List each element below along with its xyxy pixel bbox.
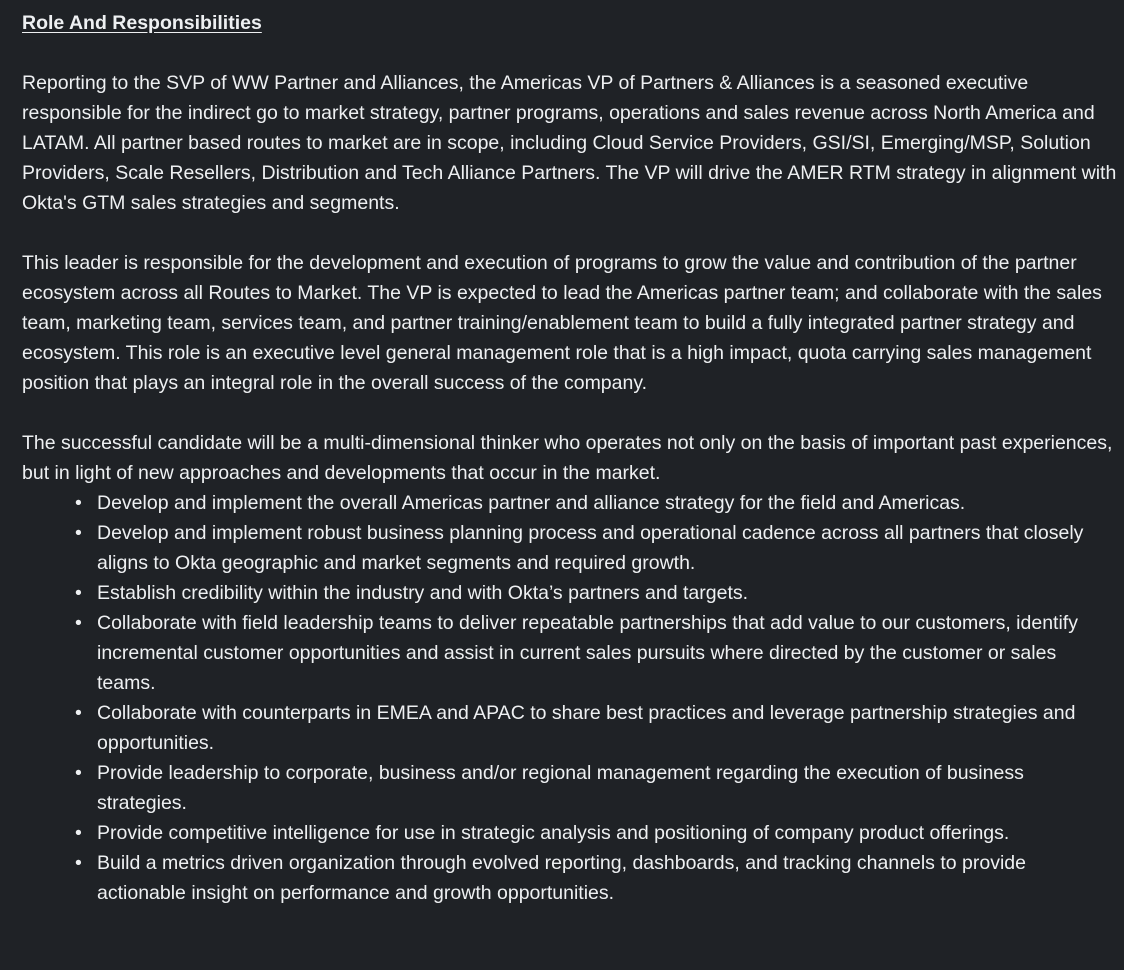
paragraph-reporting: Reporting to the SVP of WW Partner and Alliances, the Americas VP of Partners & Alliances is a seasoned executive responsible for the indirect go to market strategy, partner programs, operations and sales revenue across North America and LATAM. All partner based routes to market are in scope, including Cloud Service Providers, GSI/SI, Emerging/MSP, Solution Providers, Scale Resellers, Distribution and Tech Alliance Partners. The VP will drive the AMER RTM strategy in alignment with Okta's GTM sales strategies and segments. <box>22 72 1117 214</box>
bullet-icon: • <box>75 492 82 514</box>
bullet-icon: • <box>75 582 82 604</box>
list-item <box>22 578 1118 608</box>
list-item <box>22 518 1118 578</box>
list-item <box>22 848 1118 908</box>
list-item-text: Build a metrics driven organization through evolved reporting, dashboards, and tracking channels to provide actionable insight on performance and growth opportunities. <box>97 852 1026 904</box>
list-item-text: Collaborate with field leadership teams to deliver repeatable partnerships that add value to our customers, identify incremental customer opportunities and assist in current sales pursuits where directed by the customer or sales teams. <box>97 612 1078 694</box>
paragraph-leader: This leader is responsible for the development and execution of programs to grow the value and contribution of the partner ecosystem across all Routes to Market. The VP is expected to lead the Americas partner team; and collaborate with the sales team, marketing team, services team, and partner training/enablement team to build a fully integrated partner strategy and ecosystem. This role is an executive level general management role that is a high impact, quota carrying sales management position that plays an integral role in the overall success of the company. <box>22 252 1102 394</box>
bullet-icon: • <box>75 852 82 874</box>
list-item <box>22 488 1118 518</box>
section-heading: Role And Responsibilities <box>22 12 262 34</box>
list-item <box>22 608 1118 698</box>
bullet-icon: • <box>75 822 82 844</box>
list-item-text: Develop and implement robust business planning process and operational cadence across all partners that closely aligns to Okta geographic and market segments and required growth. <box>97 522 1084 574</box>
bullet-icon: • <box>75 612 82 634</box>
spacer <box>22 218 1118 248</box>
list-item-text: Provide leadership to corporate, business and/or regional management regarding the execution of business strategies. <box>97 762 1024 814</box>
bullet-icon: • <box>75 702 82 724</box>
responsibilities-list <box>22 488 1118 908</box>
bullet-icon: • <box>75 762 82 784</box>
list-item <box>22 818 1118 848</box>
list-item-text: Develop and implement the overall Americas partner and alliance strategy for the field and Americas. <box>97 492 966 514</box>
list-item-text: Collaborate with counterparts in EMEA and APAC to share best practices and leverage partnership strategies and opportunities. <box>97 702 1076 754</box>
list-item-text: Establish credibility within the industry and with Okta’s partners and targets. <box>97 582 749 604</box>
list-item <box>22 758 1118 818</box>
bullet-icon: • <box>75 522 82 544</box>
paragraph-candidate: The successful candidate will be a multi-dimensional thinker who operates not only on the basis of important past experiences, but in light of new approaches and developments that occur in the market. <box>22 432 1113 484</box>
job-description-section <box>22 8 1118 908</box>
spacer <box>22 398 1118 428</box>
list-item-text: Provide competitive intelligence for use in strategic analysis and positioning of company product offerings. <box>97 822 1010 844</box>
spacer <box>22 38 1118 68</box>
list-item <box>22 698 1118 758</box>
